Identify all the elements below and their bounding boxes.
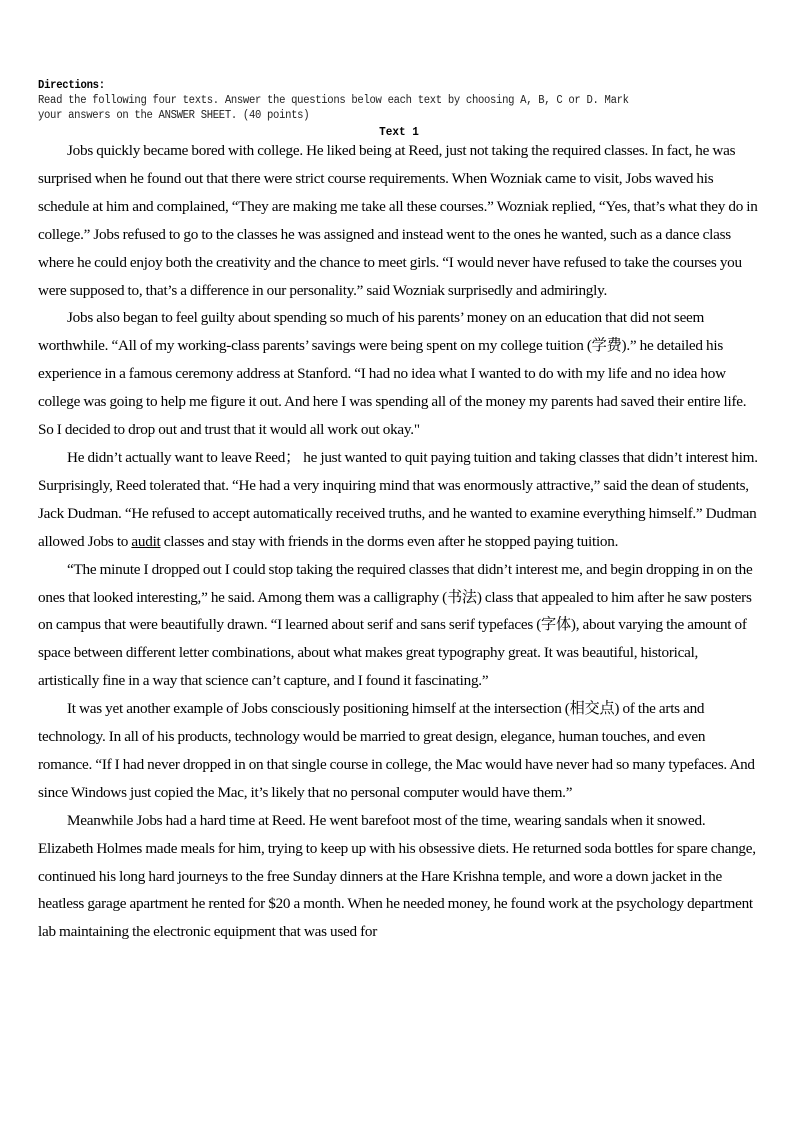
- passage-paragraph: [38, 444, 760, 556]
- directions-instructions: [38, 93, 760, 123]
- directions-line: Read the following four texts. Answer the questions below each text by choosing A, B, C or D. Mark: [38, 94, 629, 107]
- passage-paragraph: Jobs also began to feel guilty about spending so much of his parents’ money on an education that did not seem worthwhile. “All of my working-class parents’ savings were being spent on my college tuition (学费).” he detailed his experience in a famous ceremony address at Stanford. “I had no idea what I wanted to do with my life and no idea how college was going to help me figure it out. And here I was spending all of the money my parents had saved their entire life. So I decided to drop out and trust that it would all work out okay.": [38, 309, 747, 439]
- underlined-word-audit: audit: [131, 532, 161, 550]
- passage-paragraph: It was yet another example of Jobs consciously positioning himself at the intersection (相交点) of the arts and technology. In all of his products, technology would be married to great design, elegance, human touches, and even romance. “If I had never dropped in on that single course in college, the Mac would have never had so many typefaces. And since Windows just copied the Mac, it’s likely that no personal computer would have them.”: [38, 700, 755, 801]
- passage-paragraph: Jobs quickly became bored with college. He liked being at Reed, just not taking the required classes. In fact, he was surprised when he found out that there were strict course requirements. When Wozniak came to visit, Jobs waved his schedule at him and complained, “They are making me take all these courses.” Wozniak replied, “Yes, that’s what they do in college.” Jobs refused to go to the classes he was assigned and instead went to the ones he wanted, such as a dance class where he could enjoy both the creativity and the chance to meet girls. “I would never have refused to take the courses you were supposed to, that’s a difference in our personality.” said Wozniak surprisedly and admiringly.: [38, 142, 758, 299]
- directions-heading: Directions:: [38, 79, 105, 92]
- paragraph-text: classes and stay with friends in the dorms even after he stopped paying tuition.: [160, 532, 619, 550]
- directions-line: your answers on the ANSWER SHEET. (40 points): [38, 109, 310, 122]
- passage-paragraph: Meanwhile Jobs had a hard time at Reed. He went barefoot most of the time, wearing sandals when it snowed. Elizabeth Holmes made meals for him, trying to keep up with his obsessive diets. He returned soda bottles for spare change, continued his long hard journeys to the free Sunday dinners at the Hare Krishna temple, and wore a down jacket in the heatless garage apartment he rented for $20 a month. When he needed money, he found work at the psychology department lab maintaining the electronic equipment that was used for: [38, 811, 756, 941]
- text-1-title: Text 1: [379, 125, 419, 139]
- passage-paragraph: “The minute I dropped out I could stop taking the required classes that didn’t interest me, and begin dropping in on the ones that looked interesting,” he said. Among them was a calligraphy (书法) class that appealed to him after he saw posters on campus that were beautifully drawn. “I learned about serif and sans serif typefaces (字体), about varying the amount of space between different letter combinations, about what makes great typography great. It was beautiful, historical, artistically fine in a way that science can’t capture, and I found it fascinating.”: [38, 560, 753, 690]
- text-1-passage: [38, 137, 760, 946]
- paragraph-text: He didn’t actually want to leave Reed； he just wanted to quit paying tuition and taking classes that didn’t interest him. Surprisingly, Reed tolerated that. “He had a very inquiring mind that was enormously attractive,” said the dean of students, Jack Dudman. “He refused to accept automatically received truths, and he wanted to examine everything himself.” Dudman allowed Jobs to: [38, 448, 758, 550]
- exam-page: [38, 78, 760, 946]
